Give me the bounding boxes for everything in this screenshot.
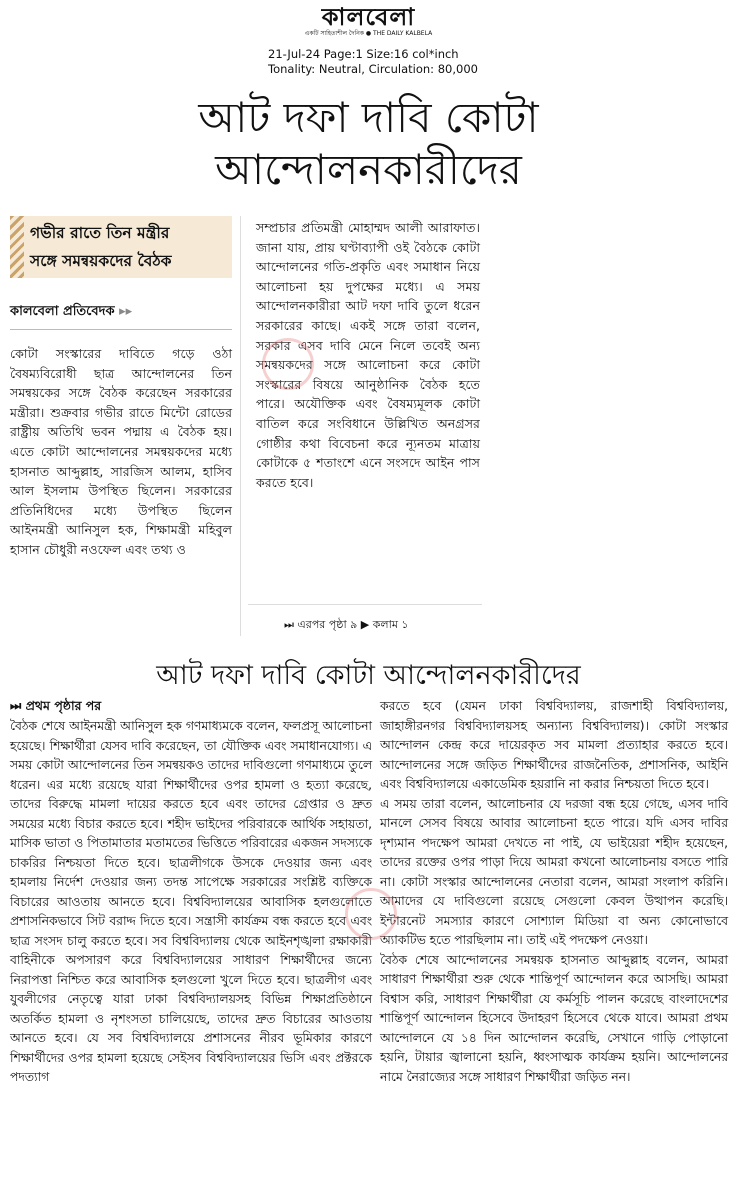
article-column-4 (380, 697, 728, 1087)
article-column-2: সম্প্রচার প্রতিমন্ত্রী মোহাম্মদ আলী আরাফাত। জানা যায়, প্রায় ঘণ্টাব্যাপী ওই বৈঠকে কোটা আন্দোলনের গতি-প্রকৃতি এবং সমাধান নিয়ে আলোচনা হয় দুপক্ষের মধ্যে। এ সময় আন্দোলনকারীরা আট দফা দাবি তুলে ধরেন সরকারের কাছে। একই সঙ্গে তারা বলেন, সরকার এসব দাবি মেনে নিলে তবেই অন্য সমন্বয়কদের সঙ্গে আলোচনা করে কোটা সংস্কারের বিষয়ে আনুষ্ঠানিক বৈঠক হতে পারে। অযৌক্তিক এবং বৈষম্যমূলক কোটা বাতিল করে সংবিধানে উল্লিখিত অনগ্রসর গোষ্ঠীর কথা বিবেচনা করে ন্যূনতম মাত্রায় কোটাকে ৫ শতাংশে এনে সংসদে আইন পাস করতে হবে। (256, 220, 480, 490)
article-column-1: কোটা সংস্কারের দাবিতে গড়ে ওঠা বৈষম্যবিরোধী ছাত্র আন্দোলনের তিন সমন্বয়কের সঙ্গে বৈঠক করেছেন সরকারের মন্ত্রীরা। শুক্রবার গভীর রাতে মিন্টো রোডের রাষ্ট্রীয় অতিথি ভবন পদ্মায় এ বৈঠক হয়। এতে কোটা আন্দোলনের সমন্বয়কদের মধ্যে হাসনাত আব্দুল্লাহ, সারজিস আলম, হাসিব আল ইসলাম উপস্থিত ছিলেন। সরকারের প্রতিনিধিদের মধ্যে উপস্থিত ছিলেন আইনমন্ত্রী আনিসুল হক, শিক্ষামন্ত্রী মহিবুল হাসান চৌধুরী নওফেল এবং তথ্য ও (10, 346, 232, 557)
column-divider (240, 216, 241, 636)
kicker-line-2: সঙ্গে সমন্বয়কদের বৈঠক (30, 252, 172, 270)
continued-from-label: ⏭ প্রথম পৃষ্ঠার পর (10, 698, 102, 713)
meta-date-page: 21-Jul-24 Page:1 Size:16 col*inch (268, 47, 459, 61)
kicker-pattern (10, 216, 24, 278)
clipping-meta (268, 47, 478, 77)
meta-tonality: Tonality: Neutral, Circulation: 80,000 (268, 62, 478, 76)
article-column-3: বৈঠক শেষে আইনমন্ত্রী আনিসুল হক গণমাধ্যমকে বলেন, ফলপ্রসূ আলোচনা হয়েছে। শিক্ষার্থীরা যেসব দাবি করেছেন, তা যৌক্তিক এবং সমাধানযোগ্য। এ সময় কোটা আন্দোলনের তিন সমন্বয়কও তাদের দাবিগুলো গণমাধ্যমে তুলে ধরেন। এর মধ্যে রয়েছে যারা শিক্ষার্থীদের ওপর হামলা ও হত্যা করেছে, তাদের বিরুদ্ধে মামলা দায়ের করতে হবে এবং তাদের গ্রেপ্তার ও দ্রুত সময়ের মধ্যে বিচার করতে হবে। শহীদ ভাইদের পরিবারকে আর্থিক সহায়তা, মাসিক ভাতা ও পিতামাতার মতামতের ভিত্তিতে পরিবারের একজন সদস্যকে চাকরির নিশ্চয়তা দিতে হবে। ছাত্রলীগকে উসকে দেওয়ার জন্য এবং হামলায় নির্দেশ দেওয়ার জন্য তদন্ত সাপেক্ষে সরকারের সংশ্লিষ্ট ব্যক্তিকে বিচারের আওতায় আনতে হবে। বিশ্ববিদ্যালয়ের আবাসিক হলগুলোতে প্রশাসনিকভাবে সিট বরাদ্দ দিতে হবে। সন্ত্রাসী কার্যক্রম বন্ধ করতে হবে এবং ছাত্র সংসদ চালু করতে হবে। সব বিশ্ববিদ্যালয় থেকে আইনশৃঙ্খলা রক্ষাকারী বাহিনীকে অপসারণ করে বিশ্ববিদ্যালয়ের সাধারণ শিক্ষার্থীদের জন্যে নিরাপত্তা নিশ্চিত করে আবাসিক হলগুলো খুলে দিতে হবে। ছাত্রলীগ এবং যুবলীগের নেতৃত্বে যারা ঢাকা বিশ্ববিদ্যালয়সহ বিভিন্ন শিক্ষাপ্রতিষ্ঠানে অতর্কিত হামলা ও নৃশংসতা চালিয়েছে, তাদের দ্রুত বিচারের আওতায় আনতে হবে। যে সব বিশ্ববিদ্যালয়ে প্রশাসনের নীরব ভূমিকার কারণে শিক্ষার্থীদের ওপর হামলা হয়েছে সেইসব বিশ্ববিদ্যালয়ের ভিসি এবং প্রক্টরকে পদত্যাগ (10, 719, 372, 1084)
continued-reference: ⏭ এরপর পৃষ্ঠা ৯ ▶ কলাম ১ (284, 618, 409, 631)
col4-paragraph-1: করতে হবে (যেমন ঢাকা বিশ্ববিদ্যালয়, রাজশাহী বিশ্ববিদ্যালয়, জাহাঙ্গীরনগর বিশ্ববিদ্যালয়সহ অন্যান্য বিশ্ববিদ্যালয়)। কোটা সংস্কার আন্দোলন কেন্দ্র করে দায়েরকৃত সব মামলা প্রত্যাহার করতে হবে। আন্দোলনের সঙ্গে জড়িত শিক্ষার্থীদের রাজনৈতিক, প্রশাসনিক, আইনি এবং বিশ্ববিদ্যালয়ে একাডেমিক হয়রানি না করার নিশ্চয়তা দিতে হবে। (380, 699, 728, 791)
kicker-line-1: গভীর রাতে তিন মন্ত্রীর (30, 224, 170, 242)
col4-paragraph-3: বৈঠক শেষে আন্দোলনের সমন্বয়ক হাসনাত আব্দুল্লাহ বলেন, আমরা সাধারণ শিক্ষার্থীরা শুরু থেকে শান্তিপূর্ণ আন্দোলন করে আসছি। আমরা বিশ্বাস করি, সাধারণ শিক্ষার্থীরা যে কর্মসূচি পালন করেছে বাংলাদেশের শান্তিপূর্ণ আন্দোলন হিসেবে উদাহরণ হিসেবে থেকে যাবে। আমরা প্রথম আন্দোলনে যে ১৪ দিন আন্দোলন করেছি, সেখানে গাড়ি পোড়ানো হয়নি, টায়ার জ্বালানো হয়নি, ধ্বংসাত্মক কার্যক্রম হয়নি। আন্দোলনের নামে নৈরাজ্যের সঙ্গে সাধারণ শিক্ষার্থীরা জড়িত নন। (380, 952, 728, 1084)
byline-arrow-icon: ▸▸ (119, 304, 133, 319)
main-headline (0, 92, 737, 196)
col4-paragraph-2: এ সময় তারা বলেন, আলোচনার যে দরজা বন্ধ হয়ে গেছে, এসব দাবি মানলে সেসব বিষয়ে আবার আলোচনা হতে পারে। যদি এসব দাবির দৃশ্যমান পদক্ষেপ আমরা দেখতে না পাই, যে ভাইয়েরা শহীদ হয়েছেন, তাদের রক্তের ওপর পাড়া দিয়ে আমরা কখনো আলোচনায় বসতে পারি না। কোটা সংস্কার আন্দোলনের নেতারা বলেন, আমরা সংলাপ করিনি। আমাদের যে দাবিগুলো রয়েছে সেগুলো কেবল উত্থাপন করেছি। ইন্টারনেট সমস্যার কারণে সোশ্যাল মিডিয়া বা অন্য কোনোভাবে অ্যাকটিভ হতে পারছিলাম না। তাই এই পদক্ষেপ নেওয়া। (380, 796, 728, 947)
continuation-rule (248, 604, 482, 605)
headline-line-2: আন্দোলনকারীদের (215, 145, 522, 194)
headline-line-1: আট দফা দাবি কোটা (198, 93, 539, 142)
newspaper-logo: কালবেলা (321, 2, 416, 31)
continuation-headline: আট দফা দাবি কোটা আন্দোলনকারীদের (156, 660, 581, 691)
newspaper-tagline: একটি সাহিত্যশীল দৈনিক ● THE DAILY KALBELA (304, 30, 433, 37)
masthead (0, 4, 737, 38)
byline-text: কালবেলা প্রতিবেদক (10, 304, 115, 319)
watermark-circle-icon (262, 338, 314, 390)
byline-rule (10, 329, 232, 330)
kicker-headline (30, 219, 230, 275)
byline (10, 302, 132, 323)
watermark-circle-icon-2 (345, 888, 397, 940)
